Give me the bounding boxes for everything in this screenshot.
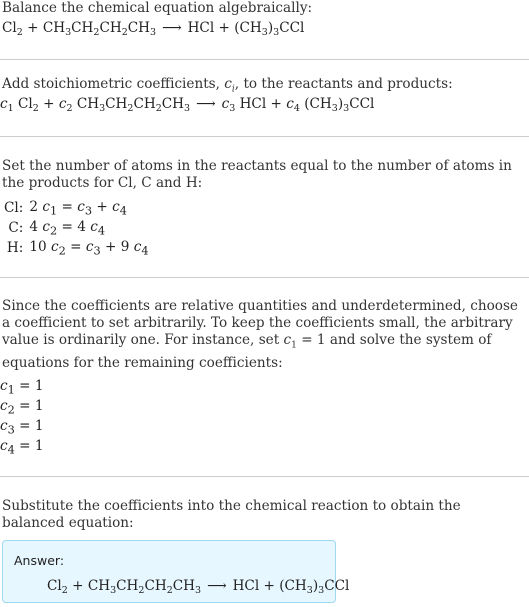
element-label: H: bbox=[6, 240, 24, 256]
solution-c3: $c_3 = 1$ bbox=[0, 418, 44, 437]
solution-list bbox=[0, 376, 44, 456]
element-label: Cl: bbox=[4, 200, 24, 216]
atom-balance-table bbox=[0, 198, 149, 258]
element-label: C: bbox=[8, 220, 24, 236]
ci-symbol bbox=[224, 76, 235, 95]
answer-box bbox=[2, 540, 350, 603]
answer-label: Answer: bbox=[14, 553, 65, 568]
atom-equation: 2 $c_1 = c_3 + c_4$ bbox=[29, 198, 127, 218]
atom-row-cl bbox=[0, 198, 149, 218]
intro-text-1: Balance the chemical equation algebraically: bbox=[2, 0, 313, 16]
ci-letter: c bbox=[224, 76, 232, 92]
atom-equation: 10 $c_2 = c_3 + 9$ $c_4$ bbox=[29, 238, 149, 258]
atom-row-c bbox=[0, 218, 149, 238]
intro-text-4: Since the coefficients are relative quantities and underdetermined, choose a coefficient to set arbitrarily. To keep the coefficients small, the arbitrary value is ordinarily one. For instance, set $c_1 = 1$ and solve the system of equations for the remaining coefficients: bbox=[2, 298, 518, 371]
atom-row-h bbox=[0, 238, 149, 258]
intro-2a: Add stoichiometric coefficients, bbox=[2, 76, 225, 92]
reaction-arrow: ⟶ bbox=[162, 20, 182, 36]
solution-c2: $c_2 = 1$ bbox=[0, 398, 44, 417]
divider-2 bbox=[0, 136, 529, 137]
intro-text-5: Substitute the coefficients into the chemical reaction to obtain the balanced equation: bbox=[2, 498, 461, 531]
balanced-equation: $Cl_2 + CH_3CH_2CH_2CH_3$ ⟶ HCl + $(CH_3)_3CCl$ bbox=[47, 578, 350, 596]
ci-sub: i bbox=[231, 84, 235, 95]
divider-4 bbox=[0, 476, 529, 477]
solution-c4: $c_4 = 1$ bbox=[0, 438, 44, 457]
intro-text-3: Set the number of atoms in the reactants equal to the number of atoms in the products for Cl, C and H: bbox=[2, 158, 512, 191]
divider-3 bbox=[0, 277, 529, 278]
intro-2b: , to the reactants and products: bbox=[234, 76, 453, 92]
solution-c1: $c_1 = 1$ bbox=[0, 378, 44, 397]
equation-with-coefficients: $c_1$ $Cl_2 + c_2$ $CH_3CH_2CH_2CH_3$ ⟶ $c_3$ HCl + $c_4$ $(CH_3)_3CCl$ bbox=[0, 96, 375, 114]
unbalanced-equation: $Cl_2 + CH_3CH_2CH_2CH_3$ ⟶ HCl + $(CH_3)_3CCl$ bbox=[2, 20, 305, 38]
atom-equation: 4 $c_2 = 4$ $c_4$ bbox=[29, 218, 106, 238]
divider-1 bbox=[0, 59, 529, 60]
